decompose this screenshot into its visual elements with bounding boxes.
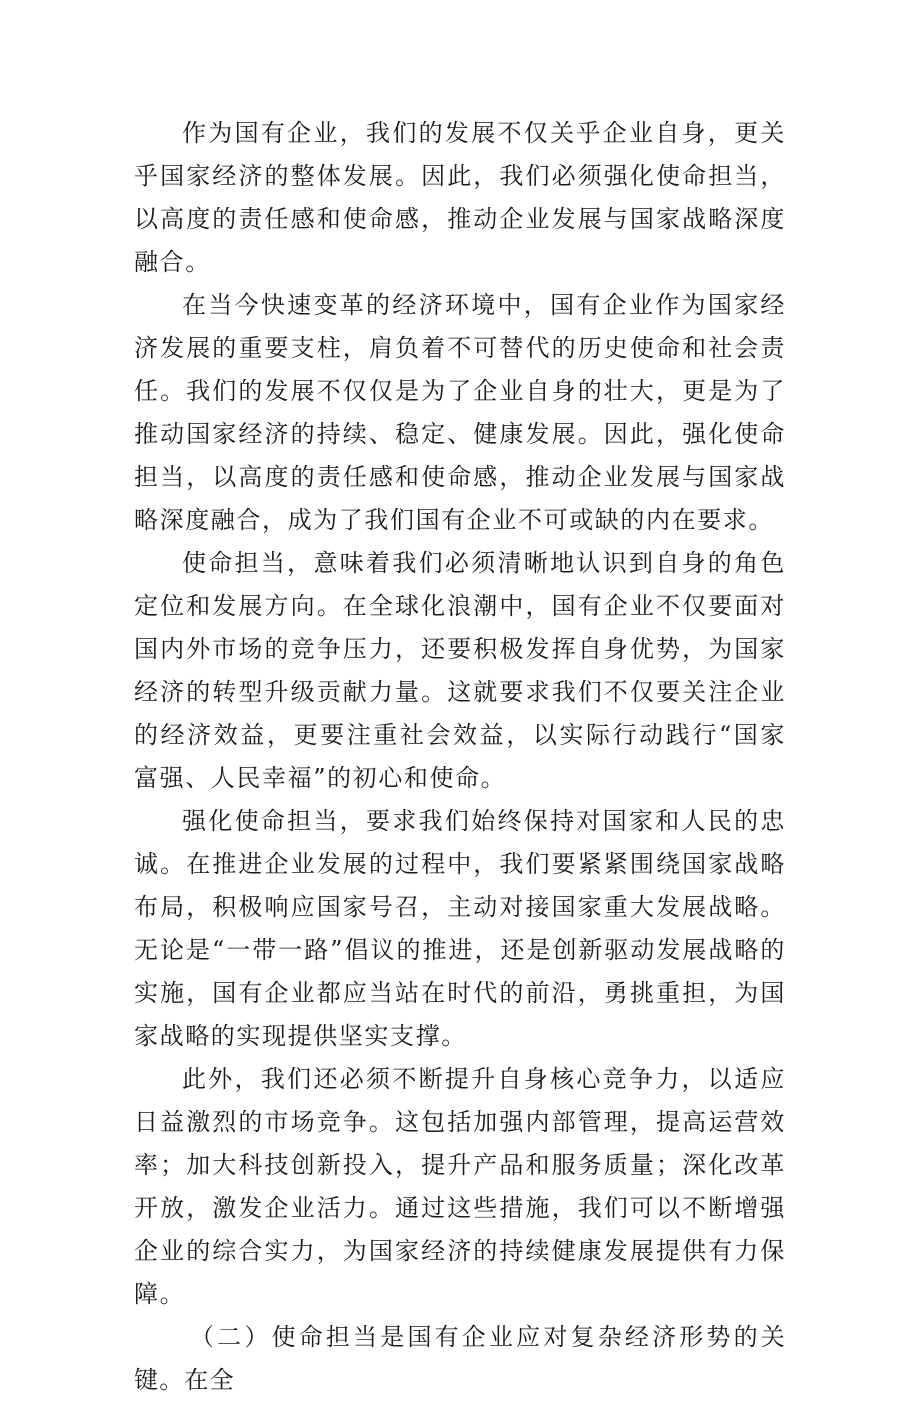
paragraph-3: 使命担当，意味着我们必须清晰地认识到自身的角色定位和发展方向。在全球化浪潮中，国有企业不仅要面对国内外市场的竞争压力，还要积极发挥自身优势，为国家经济的转型升级贡献力量。这就要求我们不仅要关注企业的经济效益，更要注重社会效益，以实际行动践行“国家富强、人民幸福”的初心和使命。	[134, 549, 786, 792]
paragraph-4: 强化使命担当，要求我们始终保持对国家和人民的忠诚。在推进企业发展的过程中，我们要紧紧围绕国家战略布局，积极响应国家号召，主动对接国家重大发展战略。无论是“一带一路”倡议的推进，还是创新驱动发展战略的实施，国有企业都应当站在时代的前沿，勇挑重担，为国家战略的实现提供坚实支撑。	[134, 807, 786, 1050]
paragraph-2: 在当今快速变革的经济环境中，国有企业作为国家经济发展的重要支柱，肩负着不可替代的历史使命和社会责任。我们的发展不仅仅是为了企业自身的壮大，更是为了推动国家经济的持续、稳定、健康发展。因此，强化使命担当，以高度的责任感和使命感，推动企业发展与国家战略深度融合，成为了我们国有企业不可或缺的内在要求。	[134, 291, 786, 534]
paragraph-5: 此外，我们还必须不断提升自身核心竞争力，以适应日益激烈的市场竞争。这包括加强内部管理，提高运营效率；加大科技创新投入，提升产品和服务质量；深化改革开放，激发企业活力。通过这些措施，我们可以不断增强企业的综合实力，为国家经济的持续健康发展提供有力保障。	[134, 1065, 786, 1308]
section-heading-2: （二）使命担当是国有企业应对复杂经济形势的关键。在全	[134, 1323, 786, 1394]
document-body	[134, 112, 786, 1402]
paragraph-1: 作为国有企业，我们的发展不仅关乎企业自身，更关乎国家经济的整体发展。因此，我们必须强化使命担当，以高度的责任感和使命感，推动企业发展与国家战略深度融合。	[134, 119, 786, 276]
